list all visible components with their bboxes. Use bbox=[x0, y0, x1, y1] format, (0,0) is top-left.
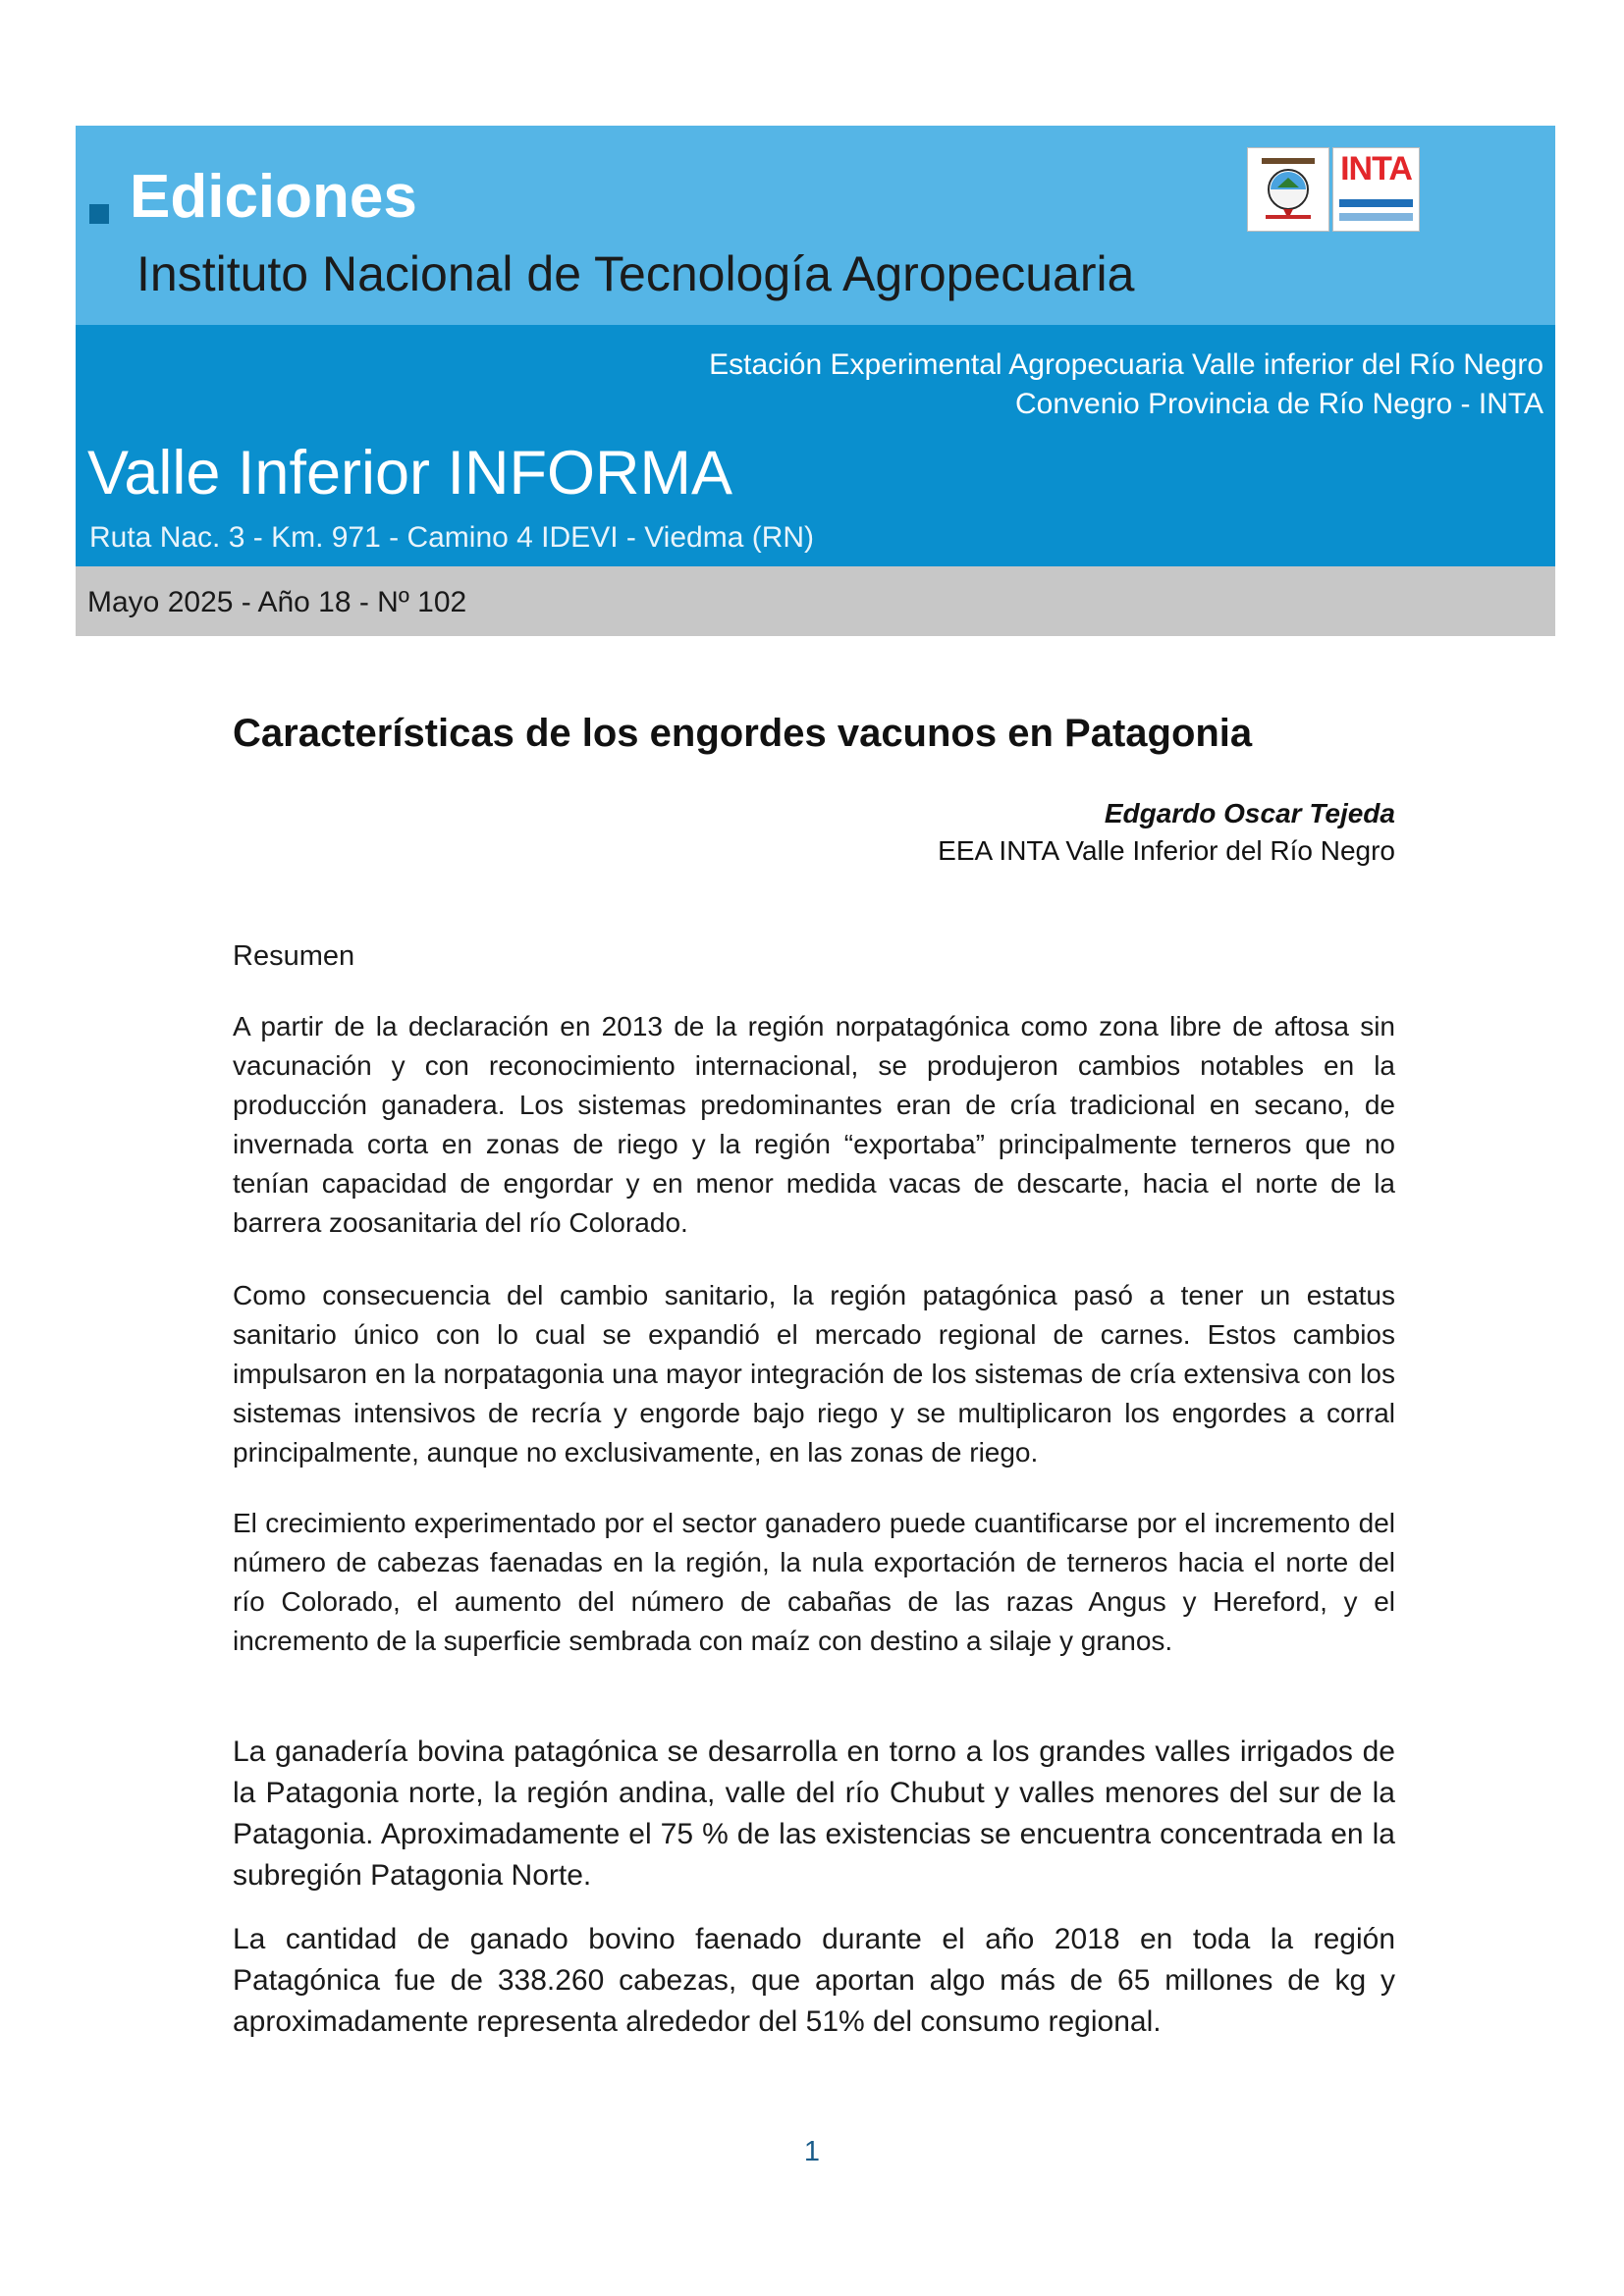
header-middle-band bbox=[76, 325, 1555, 566]
header-top-band bbox=[76, 126, 1555, 325]
header-issue-band bbox=[76, 566, 1555, 636]
bullet-square-icon bbox=[89, 204, 109, 224]
article-author: Edgardo Oscar Tejeda bbox=[1104, 798, 1395, 828]
rio-negro-shield-icon bbox=[1248, 148, 1328, 231]
issue-info: Mayo 2025 - Año 18 - Nº 102 bbox=[87, 586, 467, 618]
page-number: 1 bbox=[803, 2136, 821, 2167]
section-heading: Resumen bbox=[233, 940, 355, 972]
inta-logo-stripe bbox=[1339, 213, 1413, 221]
station-address: Ruta Nac. 3 - Km. 971 - Camino 4 IDEVI - Viedma (RN) bbox=[89, 521, 815, 554]
station-name: Estación Experimental Agropecuaria Valle inferior del Río Negro bbox=[709, 348, 1543, 381]
body-paragraph: La cantidad de ganado bovino faenado durante el año 2018 en toda la región Patagónica fue de 338.260 cabezas, que aportan algo más de 65 millones de kg y aproximadamente representa alrededor del 51% del consumo regional. bbox=[233, 1923, 1395, 2038]
article-title: Características de los engordes vacunos en Patagonia bbox=[233, 712, 1253, 755]
body-paragraph: La ganadería bovina patagónica se desarrolla en torno a los grandes valles irrigados de la Patagonia norte, la región andina, valle del río Chubut y valles menores del sur de la Patagonia. Aproximadamente el 75 % de las existencias se encuentra concentrada en la subregión Patagonia Norte. bbox=[233, 1735, 1395, 1892]
series-label: Ediciones bbox=[130, 163, 417, 231]
body-paragraph: El crecimiento experimentado por el sector ganadero puede cuantificarse por el incremento del número de cabezas faenadas en la región, la nula exportación de terneros hacia el norte del río Colorado, el aumento del número de cabañas de las razas Angus y Hereford, y el incremento de la superficie sembrada con maíz con destino a silaje y granos. bbox=[233, 1508, 1395, 1656]
newsletter-header bbox=[76, 126, 1555, 636]
inta-logo bbox=[1332, 147, 1420, 232]
rio-negro-province-logo bbox=[1247, 147, 1329, 232]
agreement-name: Convenio Provincia de Río Negro - INTA bbox=[1014, 388, 1543, 420]
institute-name: Instituto Nacional de Tecnología Agropecuaria bbox=[136, 246, 1135, 301]
newsletter-title: Valle Inferior INFORMA bbox=[87, 439, 732, 507]
inta-logo-text: INTA bbox=[1340, 150, 1412, 187]
body-paragraph: A partir de la declaración en 2013 de la región norpatagónica como zona libre de aftosa sin vacunación y con reconocimiento internacional, se produjeron cambios notables en la producción ganadera. Los sistemas predominantes eran de cría tradicional en secano, de invernada corta en zonas de riego y la región “exportaba” principalmente terneros que no tenían capacidad de engordar y en menor medida vacas de descarte, hacia el norte de la barrera zoosanitaria del río Colorado. bbox=[233, 1011, 1395, 1238]
inta-logo-stripe bbox=[1339, 199, 1413, 207]
author-affiliation: EEA INTA Valle Inferior del Río Negro bbox=[938, 835, 1395, 866]
body-paragraph: Como consecuencia del cambio sanitario, la región patagónica pasó a tener un estatus sanitario único con lo cual se expandió el mercado regional de carnes. Estos cambios impulsaron en la norpatagonia una mayor integración de los sistemas de cría extensiva con los sistemas intensivos de recría y engorde bajo riego y se multiplicaron los engordes a corral principalmente, aunque no exclusivamente, en las zonas de riego. bbox=[233, 1280, 1395, 1468]
